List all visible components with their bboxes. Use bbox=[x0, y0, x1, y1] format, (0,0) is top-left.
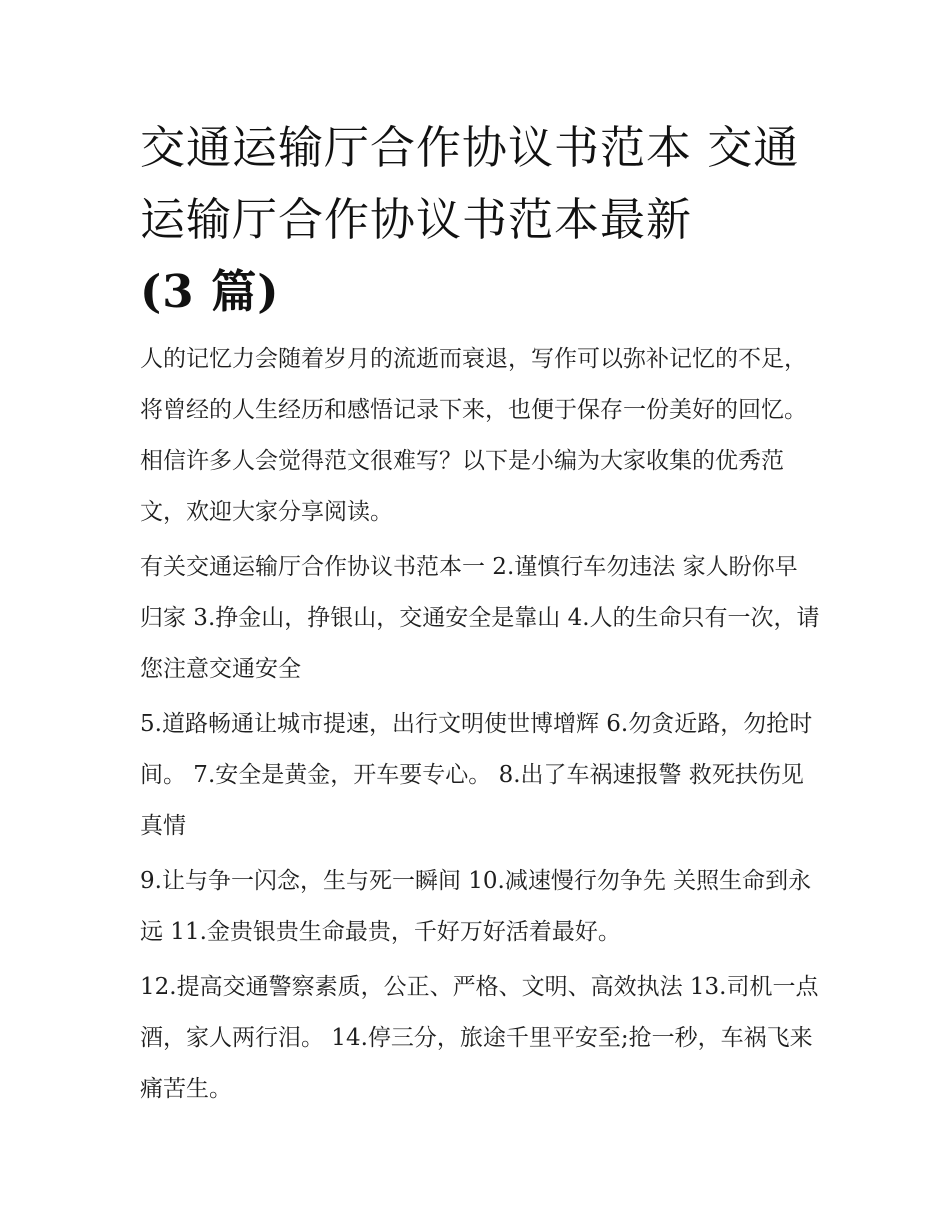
intro-paragraph: 人的记忆力会随着岁月的流逝而衰退，写作可以弥补记忆的不足，将曾经的人生经历和感悟记录下来，也便于保存一份美好的回忆。相信许多人会觉得范文很难写？以下是小编为大家收集的优秀范文，欢迎大家分享阅读。 bbox=[140, 346, 807, 525]
slogan-paragraph-4: 12.提高交通警察素质，公正、严格、文明、高效执法 13.司机一点酒，家人两行泪。 14.停三分，旅途千里平安至;抢一秒，车祸飞来痛苦生。 bbox=[140, 974, 819, 1102]
slogan-paragraph-2: 5.道路畅通让城市提速，出行文明使世博增辉 6.勿贪近路，勿抢时间。 7.安全是黄金，开车要专心。 8.出了车祸速报警 救死扶伤见真情 bbox=[140, 711, 813, 839]
title-suffix: (3 篇) bbox=[140, 265, 280, 318]
slogan-paragraph-3: 9.让与争一闪念，生与死一瞬间 10.减速慢行勿争先 关照生命到永远 11.金贵银贵生命最贵，千好万好活着最好。 bbox=[140, 868, 812, 945]
title-text: 交通运输厅合作协议书范本 交通运输厅合作协议书范本最新 bbox=[140, 121, 800, 246]
slogan-paragraph-1: 有关交通运输厅合作协议书范本一 2.谨慎行车勿违法 家人盼你早归家 3.挣金山，挣银山，交通安全是靠山 4.人的生命只有一次，请您注意交通安全 bbox=[140, 554, 820, 682]
document-title bbox=[140, 112, 820, 328]
document-body bbox=[140, 112, 820, 1119]
